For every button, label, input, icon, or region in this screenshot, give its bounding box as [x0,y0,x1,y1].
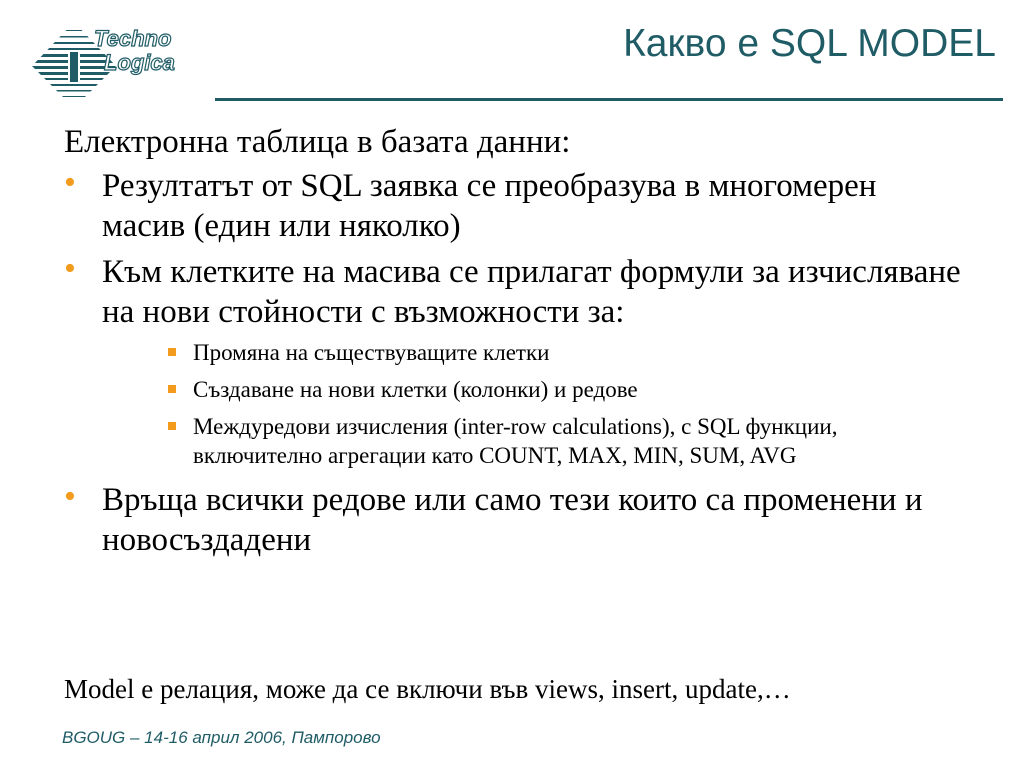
sub-bullet-text: Междуредови изчисления (inter-row calculations), с SQL функции, включително агрегации като COUNT, MAX, MIN, SUM, AVG [193,414,838,468]
logo-text-logica: Logica [104,50,175,75]
slide-body [64,122,964,566]
bullet-text: Към клетките на масива се прилагат формули за изчисляване на нови стойности с възможности за: [102,254,961,330]
bullet-dot-icon: • [64,250,76,287]
bullet-dot-icon: • [64,164,76,201]
square-bullet-icon [168,422,176,430]
square-bullet-icon [168,385,176,393]
techno-logica-logo [28,20,208,110]
sub-bullet-text: Създаване на нови клетки (колонки) и редове [193,377,638,402]
slide-title: Какво е SQL MODEL [623,22,996,65]
square-bullet-icon [168,348,176,356]
bullet-item [64,252,964,332]
bullet-dot-icon: • [64,478,76,515]
bullet-text: Връща всички редове или само тези които са променени и новосъздадени [102,482,923,558]
outro-text: Model е релация, може да се включи във views, insert, update,… [64,674,791,704]
sub-bullet-item [167,375,964,404]
sub-bullet-list [167,338,964,470]
footer-text: BGOUG – 14-16 април 2006, Пампорово [62,728,381,747]
sub-bullet-item [167,412,964,470]
bullet-item [64,480,964,560]
bullet-item [64,166,964,246]
bullet-text: Резултатът от SQL заявка се преобразува в многомерен масив (един или няколко) [102,168,877,244]
sub-bullet-item [167,338,964,367]
sub-bullet-text: Промяна на съществуващите клетки [193,340,550,365]
title-divider [215,98,1003,101]
logo-text-techno: Techno [94,26,172,51]
intro-text: Електронна таблица в базата данни: [64,124,571,160]
